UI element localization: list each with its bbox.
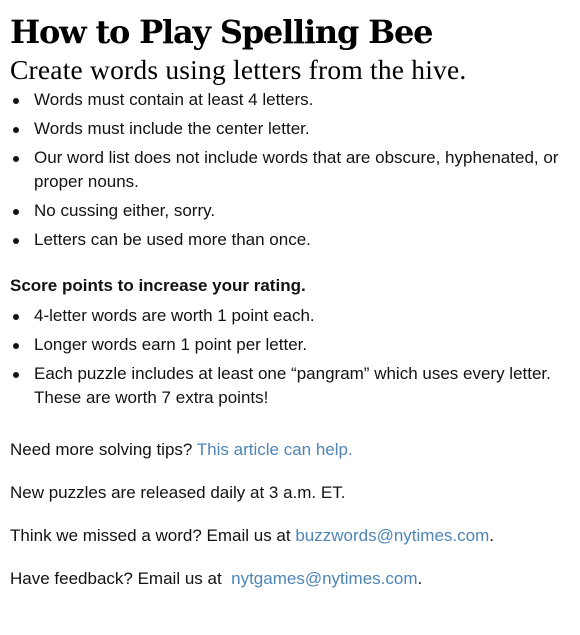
list-item (10, 228, 570, 252)
page-title: How to Play Spelling Bee (10, 13, 433, 51)
bullet-icon (13, 372, 19, 378)
scoring-text: Each puzzle includes at least one “pangram” which uses every letter. These are worth 7 extra points! (34, 364, 551, 407)
rules-list (10, 88, 570, 252)
bullet-icon (13, 314, 19, 320)
solving-tips-text: Need more solving tips? (10, 440, 197, 459)
rule-text: Our word list does not include words that are obscure, hyphenated, or proper nouns. (34, 148, 559, 191)
list-item (10, 199, 570, 223)
scoring-text: Longer words earn 1 point per letter. (34, 335, 308, 354)
feedback-line (10, 567, 570, 591)
feedback-email-link[interactable]: nytgames@nytimes.com (231, 569, 418, 588)
missed-word-suffix: . (489, 526, 495, 545)
list-item (10, 146, 570, 194)
page-subtitle: Create words using letters from the hive. (10, 54, 467, 85)
list-item (10, 304, 570, 328)
list-item (10, 117, 570, 141)
bullet-icon (13, 238, 19, 244)
bullet-icon (13, 98, 19, 104)
rule-text: Words must include the center letter. (34, 119, 310, 138)
rule-text: Words must contain at least 4 letters. (34, 90, 314, 109)
scoring-list (10, 304, 570, 410)
scoring-text: 4-letter words are worth 1 point each. (34, 306, 315, 325)
bullet-icon (13, 127, 19, 133)
bullet-icon (13, 209, 19, 215)
rule-text: No cussing either, sorry. (34, 201, 216, 220)
feedback-suffix: . (417, 569, 423, 588)
feedback-text: Have feedback? Email us at (10, 569, 232, 588)
list-item (10, 88, 570, 112)
missed-word-text: Think we missed a word? Email us at (10, 526, 296, 545)
rule-text: Letters can be used more than once. (34, 230, 311, 249)
solving-tips-link[interactable]: This article can help. (196, 440, 353, 459)
solving-tips-line (10, 438, 570, 462)
missed-word-line (10, 524, 570, 548)
scoring-heading: Score points to increase your rating. (10, 276, 306, 295)
bullet-icon (13, 156, 19, 162)
bullet-icon (13, 343, 19, 349)
buzzwords-email-link[interactable]: buzzwords@nytimes.com (295, 526, 490, 545)
list-item (10, 362, 570, 410)
release-info: New puzzles are released daily at 3 a.m. ET. (10, 483, 346, 502)
list-item (10, 333, 570, 357)
